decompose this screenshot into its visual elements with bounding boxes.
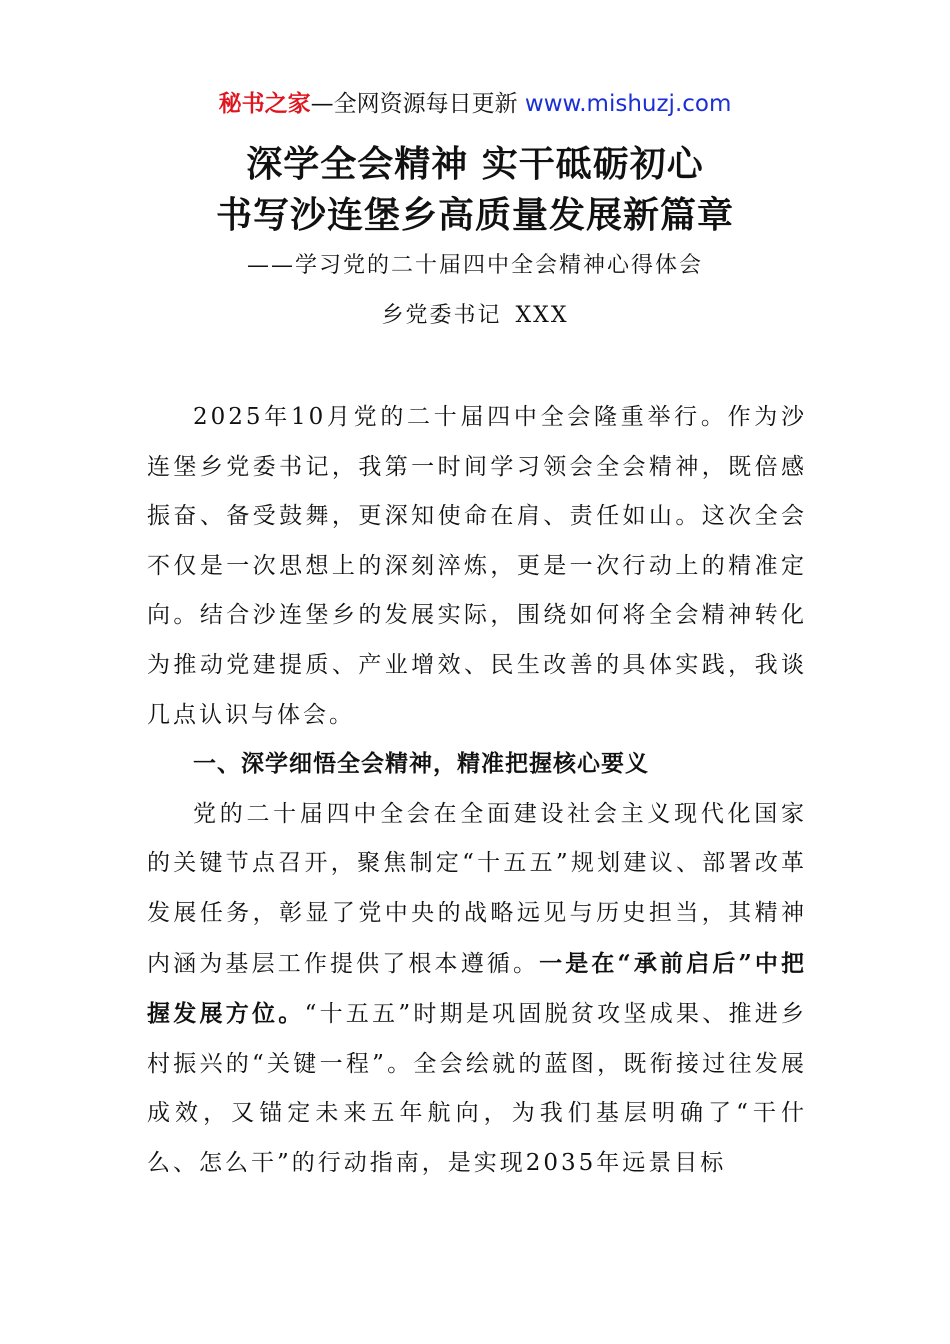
section-1-text-part-1: 党的二十届四中全会在全面建设社会主义现代化国家的关键节点召开，聚焦制定“十五五”规划建议、部署改革发展任务，彰显了党中央的战略远见与历史担当，其精神内涵为基层工作提供了根本遵循。 bbox=[147, 800, 807, 977]
section-1-paragraph bbox=[147, 790, 807, 1189]
section-1-heading: 一、深学细悟全会精神，精准把握核心要义 bbox=[193, 751, 649, 778]
author-line bbox=[0, 298, 950, 334]
document-title-line-2: 书写沙连堡乡高质量发展新篇章 bbox=[215, 194, 734, 236]
site-header bbox=[0, 86, 950, 122]
author-name: XXX bbox=[515, 303, 569, 328]
section-1-bold-point: 一是在“承前启后”中把握发展方位。 bbox=[147, 949, 807, 1028]
site-slogan: —全网资源每日更新 bbox=[310, 91, 518, 117]
document-subtitle: ——学习党的二十届四中全会精神心得体会 bbox=[246, 253, 703, 278]
intro-paragraph: 2025年10月党的二十届四中全会隆重举行。作为沙连堡乡党委书记，我第一时间学习领会全会精神，既倍感振奋、备受鼓舞，更深知使命在肩、责任如山。这次全会不仅是一次思想上的深刻淬炼，更是一次行动上的精准定向。结合沙连堡乡的发展实际，围绕如何将全会精神转化为推动党建提质、产业增效、民生改善的具体实践，我谈几点认识与体会。 bbox=[147, 404, 807, 728]
document-title-line-1: 深学全会精神 实干砥砺初心 bbox=[246, 143, 704, 185]
site-url-link[interactable]: www.mishuzj.com bbox=[524, 91, 732, 117]
author-role: 乡党委书记 bbox=[381, 303, 502, 328]
site-name: 秘书之家 bbox=[218, 91, 311, 117]
document-body bbox=[147, 393, 807, 1189]
section-1-text-part-2: “十五五”时期是巩固脱贫攻坚成果、推进乡村振兴的“关键一程”。全会绘就的蓝图，既衔接过往发展成效，又锚定未来五年航向，为我们基层明确了“干什么、怎么干”的行动指南，是实现2035年远景目标 bbox=[147, 1001, 807, 1176]
